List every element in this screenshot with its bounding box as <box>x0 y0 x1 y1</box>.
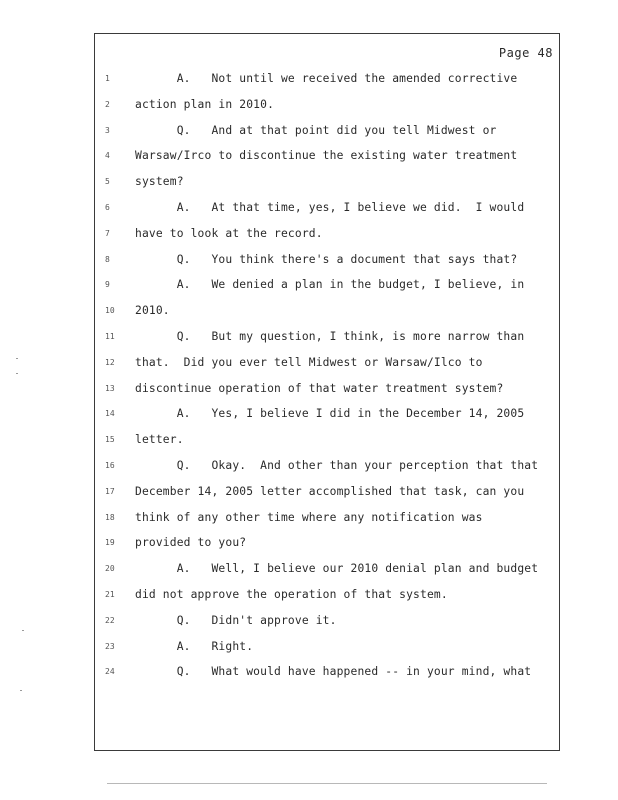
transcript-line: provided to you? <box>135 536 247 550</box>
line-number: 21 <box>105 590 115 599</box>
line-number: 18 <box>105 512 115 522</box>
line-number: 1 <box>105 74 110 83</box>
scan-speck <box>16 358 18 359</box>
line-number: 22 <box>105 615 115 625</box>
transcript-line: A. Well, I believe our 2010 denial plan and budget <box>135 562 539 576</box>
transcript-line: December 14, 2005 letter accomplished that task, can you <box>135 484 525 498</box>
transcript-line: A. Not until we received the amended corrective <box>135 72 518 85</box>
line-number: 13 <box>105 383 115 393</box>
scan-speck <box>20 690 22 691</box>
line-number: 17 <box>105 486 115 496</box>
transcript-line: system? <box>135 175 184 189</box>
line-number: 11 <box>105 332 115 341</box>
line-number: 10 <box>105 306 115 316</box>
transcript-line: Q. Didn't approve it. <box>135 613 337 627</box>
line-number: 12 <box>105 357 115 367</box>
transcript-line: A. Yes, I believe I did in the December 14, 2005 <box>135 407 525 421</box>
transcript-line: A. We denied a plan in the budget, I believe, in <box>135 278 525 292</box>
line-number: 24 <box>105 667 115 677</box>
transcript-line: A. At that time, yes, I believe we did. I would <box>135 201 525 214</box>
line-number: 8 <box>105 254 110 264</box>
transcript-line: A. Right. <box>135 639 254 653</box>
page-number-header: Page 48 <box>498 46 553 60</box>
transcript-line: action plan in 2010. <box>135 97 275 111</box>
line-number: 20 <box>105 564 115 574</box>
transcript-line: Q. But my question, I think, is more narrow than <box>135 330 525 343</box>
transcript-line: think of any other time where any notification was <box>135 510 483 524</box>
line-number: 6 <box>105 203 110 212</box>
scan-speck <box>16 373 18 374</box>
line-number: 19 <box>105 538 115 548</box>
scan-speck <box>22 630 24 631</box>
line-number: 15 <box>105 435 115 445</box>
line-number: 14 <box>105 409 115 419</box>
transcript-line: that. Did you ever tell Midwest or Warsaw/Ilco to <box>135 355 483 369</box>
line-number: 7 <box>105 228 110 238</box>
transcript-page <box>94 33 560 751</box>
line-number: 5 <box>105 177 110 187</box>
line-number: 2 <box>105 99 110 109</box>
transcript-line: Warsaw/Irco to discontinue the existing water treatment <box>135 149 518 163</box>
line-number: 4 <box>105 151 110 161</box>
transcript-line: 2010. <box>135 304 170 318</box>
line-number: 9 <box>105 280 110 290</box>
transcript-line: Q. Okay. And other than your perception that that <box>135 459 539 472</box>
line-number: 3 <box>105 125 110 135</box>
transcript-line: have to look at the record. <box>135 226 323 240</box>
transcript-line: discontinue operation of that water treatment system? <box>135 381 504 395</box>
transcript-line: letter. <box>135 433 184 447</box>
transcript-line: Q. What would have happened -- in your mind, what <box>135 665 532 679</box>
line-number: 23 <box>105 641 115 651</box>
transcript-line: Q. You think there's a document that says that? <box>135 252 518 266</box>
footer-rule <box>107 783 547 784</box>
transcript-line: Q. And at that point did you tell Midwest or <box>135 123 497 137</box>
transcript-line: did not approve the operation of that system. <box>135 588 448 601</box>
line-number: 16 <box>105 461 115 470</box>
